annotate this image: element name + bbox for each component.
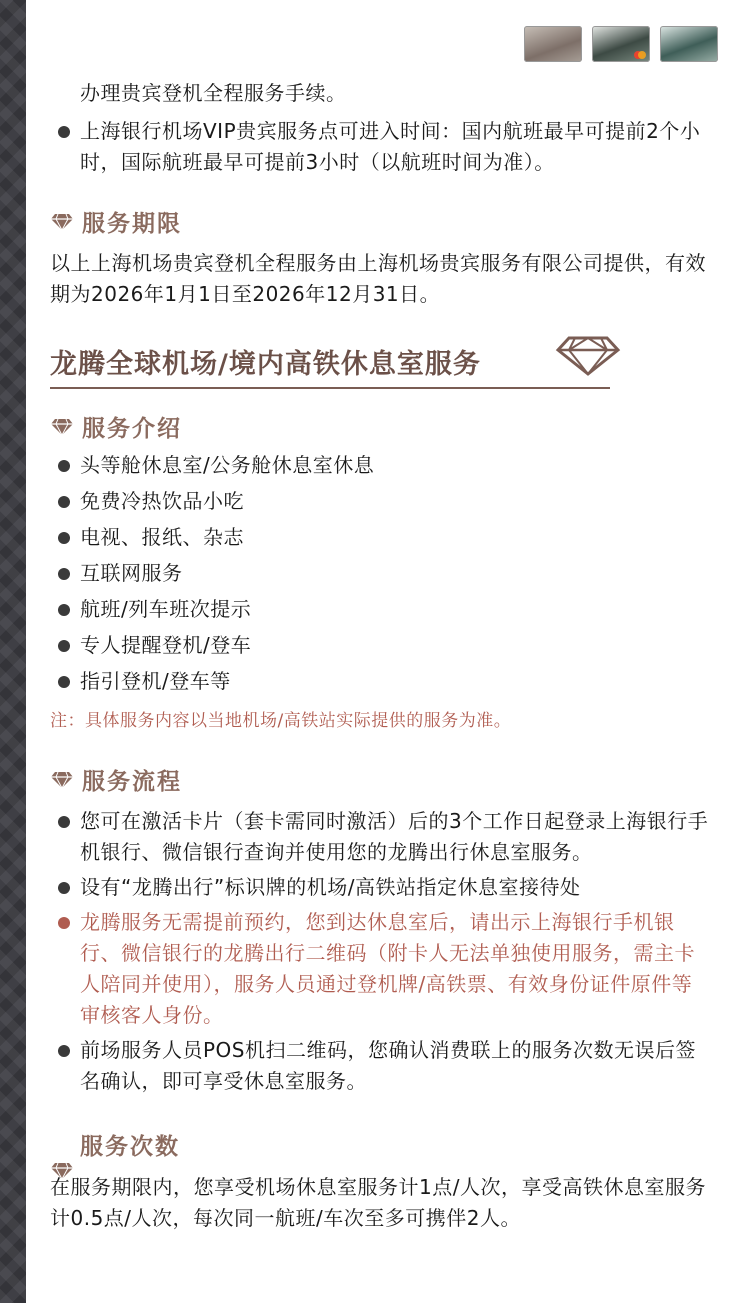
list-item: 指引登机/登车等 (50, 666, 710, 697)
list-item: 电视、报纸、杂志 (50, 522, 710, 553)
lounge-section-title (50, 342, 610, 389)
process-list (50, 806, 710, 1097)
decorative-side-strip (0, 0, 26, 1303)
card-thumbnails (524, 26, 718, 62)
list-item: 您可在激活卡片（套卡需同时激活）后的3个工作日起登录上海银行手机银行、微信银行查询并使用您的龙腾出行休息室服务。 (50, 806, 710, 868)
large-diamond-icon (555, 332, 621, 376)
diamond-icon (50, 771, 74, 789)
list-item: 设有“龙腾出行”标识牌的机场/高铁站指定休息室接待处 (50, 872, 710, 903)
validity-text: 以上上海机场贵宾登机全程服务由上海机场贵宾服务有限公司提供，有效期为2026年1月1日至2026年12月31日。 (50, 251, 706, 306)
section-title-text: 龙腾全球机场/境内高铁休息室服务 (50, 342, 610, 389)
mastercard-logo-icon (634, 51, 646, 59)
list-item: 免费冷热饮品小吃 (50, 486, 710, 517)
bullet-dot (58, 126, 70, 138)
diamond-icon (50, 418, 74, 436)
vip-time-list (50, 116, 710, 178)
list-item: 头等舱休息室/公务舱休息室休息 (50, 450, 710, 481)
list-item: 航班/列车班次提示 (50, 594, 710, 625)
list-item: 互联网服务 (50, 558, 710, 589)
count-text: 在服务期限内，您享受机场休息室服务计1点/人次，享受高铁休息室服务计0.5点/人次，每次同一航班/车次至多可携伴2人。 (50, 1175, 706, 1230)
card-image-3[interactable] (660, 26, 718, 62)
list-item: 前场服务人员POS机扫二维码，您确认消费联上的服务次数无误后签名确认，即可享受休息室服务。 (50, 1035, 710, 1097)
list-item-highlight: 龙腾服务无需提前预约，您到达休息室后，请出示上海银行手机银行、微信银行的龙腾出行二维码（附卡人无法单独使用服务，需主卡人陪同并使用），服务人员通过登机牌/高铁票、有效身份证件原件等审核客人身份。 (50, 907, 710, 1031)
validity-heading: 服务期限 (50, 205, 182, 238)
list-item: 专人提醒登机/登车 (50, 630, 710, 661)
intro-note: 注：具体服务内容以当地机场/高铁站实际提供的服务为准。 (50, 711, 512, 731)
count-heading: 服务次数 (80, 1134, 180, 1160)
card-image-2[interactable] (592, 26, 650, 62)
intro-heading: 服务介绍 (50, 410, 182, 443)
intro-list (50, 450, 710, 697)
continued-text: 办理贵宾登机全程服务手续。 (80, 81, 347, 105)
diamond-icon (50, 213, 74, 231)
card-image-1[interactable] (524, 26, 582, 62)
process-heading: 服务流程 (50, 763, 182, 796)
list-item: 上海银行机场VIP贵宾服务点可进入时间：国内航班最早可提前2个小时，国际航班最早可提前3小时（以航班时间为准）。 (50, 116, 710, 178)
